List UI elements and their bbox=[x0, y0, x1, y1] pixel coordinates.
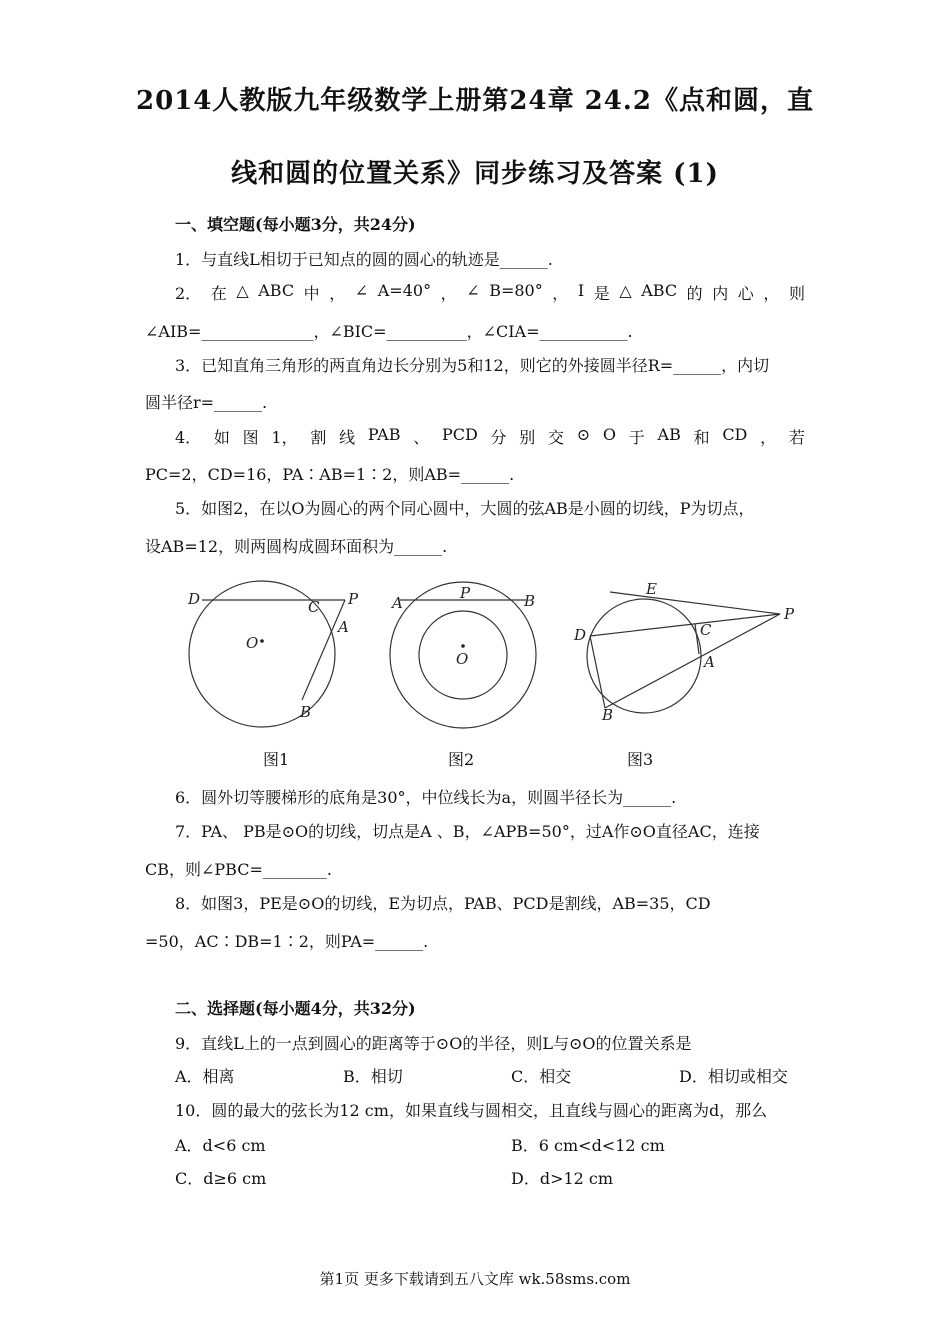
question-8-line-1: 8．如图3，PE是⊙O的切线，E为切点，PAB、PCD是割线，AB=35，CD bbox=[175, 894, 711, 913]
token: I bbox=[577, 281, 585, 300]
fig1-point-label: B bbox=[300, 703, 312, 721]
page-title-line-2: 线和圆的位置关系》同步练习及答案 (1) bbox=[231, 159, 719, 189]
token: △ bbox=[236, 281, 249, 300]
token: ， bbox=[763, 284, 780, 303]
token: 别 bbox=[519, 428, 536, 447]
question-10-option-a: A．d<6 cm bbox=[175, 1136, 266, 1155]
figure-3-caption: 图3 bbox=[627, 750, 654, 769]
token: B=80° bbox=[489, 281, 543, 300]
token: O bbox=[602, 425, 617, 444]
question-7-line-2: CB，则∠PBC=________. bbox=[145, 860, 332, 879]
question-10-option-d: D．d>12 cm bbox=[511, 1169, 614, 1188]
figure-1-caption: 图1 bbox=[263, 750, 290, 769]
fig3-point-label: D bbox=[574, 626, 587, 644]
question-9: 9．直线L上的一点到圆心的距离等于⊙O的半径，则L与⊙O的位置关系是 bbox=[175, 1034, 692, 1053]
token: ∠ bbox=[466, 281, 480, 300]
fig3-point-label: C bbox=[700, 621, 712, 639]
token: 1， bbox=[271, 428, 298, 447]
token: PCD bbox=[441, 425, 478, 444]
token: 的 bbox=[686, 284, 703, 303]
token: 图 bbox=[242, 428, 259, 447]
question-2-line-2: ∠AIB=______________，∠BIC=__________，∠CIA=___________. bbox=[145, 322, 633, 341]
token: CD bbox=[722, 425, 748, 444]
token: ⊙ bbox=[576, 425, 591, 444]
token: 如 bbox=[213, 428, 230, 447]
token: ABC bbox=[258, 281, 295, 300]
fig2-point-label: B bbox=[524, 592, 536, 610]
question-9-option-b: B．相切 bbox=[343, 1067, 403, 1086]
token: 于 bbox=[628, 428, 645, 447]
token: ， bbox=[552, 284, 569, 303]
token: 内 bbox=[712, 284, 729, 303]
token: 、 bbox=[413, 428, 430, 447]
fig1-point-label: P bbox=[348, 590, 359, 608]
fig1-point-label: C bbox=[308, 598, 320, 616]
question-9-option-a: A．相离 bbox=[175, 1067, 235, 1086]
question-8-line-2: =50，AC∶DB=1∶2，则PA=______. bbox=[145, 932, 429, 951]
fig2-point-label: P bbox=[460, 584, 471, 602]
fig1-point-label: O bbox=[246, 634, 259, 652]
token: A=40° bbox=[377, 281, 432, 300]
token: 在 bbox=[210, 284, 227, 303]
token: AB bbox=[657, 425, 681, 444]
fig2-point-label: A bbox=[392, 594, 403, 612]
figure-2-caption: 图2 bbox=[448, 750, 475, 769]
token: 中 bbox=[303, 284, 320, 303]
fig2-point-label: O bbox=[456, 650, 469, 668]
figures bbox=[180, 572, 800, 742]
question-10-option-c: C．d≥6 cm bbox=[175, 1169, 267, 1188]
question-7-line-1: 7．PA、 PB是⊙O的切线，切点是A 、B，∠APB=50°，过A作⊙O直径AC，连接 bbox=[175, 822, 760, 841]
fig3-point-label: B bbox=[602, 706, 614, 724]
token: ， bbox=[440, 284, 457, 303]
token: ABC bbox=[641, 281, 678, 300]
question-1: 1．与直线L相切于已知点的圆的圆心的轨迹是______. bbox=[175, 250, 553, 269]
token: PAB bbox=[367, 425, 401, 444]
token: ， bbox=[329, 284, 346, 303]
fig3-point-label: E bbox=[646, 580, 657, 598]
question-5-line-1: 5．如图2，在以O为圆心的两个同心圆中，大圆的弦AB是小圆的切线，P为切点， bbox=[175, 499, 755, 518]
fig1-point-label: D bbox=[188, 590, 201, 608]
section-2-heading: 二、选择题(每小题4分，共32分) bbox=[175, 999, 416, 1018]
question-9-option-c: C．相交 bbox=[511, 1067, 572, 1086]
page-footer: 第1页 更多下载请到五八文库 wk.58sms.com bbox=[319, 1270, 631, 1288]
question-2-line-1 bbox=[175, 281, 805, 304]
token: ， bbox=[760, 428, 777, 447]
question-10: 10．圆的最大的弦长为12 cm，如果直线与圆相交，且直线与圆心的距离为d，那么 bbox=[175, 1101, 768, 1120]
question-9-option-d: D．相切或相交 bbox=[679, 1067, 788, 1086]
token: 交 bbox=[548, 428, 565, 447]
question-3-line-2: 圆半径r=______. bbox=[145, 393, 268, 412]
token: ∠ bbox=[354, 281, 369, 300]
page-title-line-1: 2014人教版九年级数学上册第24章 24.2《点和圆，直 bbox=[136, 86, 814, 116]
token: 若 bbox=[788, 428, 805, 447]
question-3-line-1: 3．已知直角三角形的两直角边长分别为5和12，则它的外接圆半径R=______，内切 bbox=[175, 356, 770, 375]
token: 线 bbox=[339, 428, 356, 447]
fig3-point-label: P bbox=[784, 605, 795, 623]
token: 和 bbox=[693, 428, 710, 447]
token: △ bbox=[619, 281, 632, 300]
token: 割 bbox=[310, 428, 327, 447]
token: 4． bbox=[175, 428, 202, 447]
question-4-line-2: PC=2，CD=16，PA∶AB=1∶2，则AB=______. bbox=[145, 465, 515, 484]
section-1-heading: 一、填空题(每小题3分，共24分) bbox=[175, 215, 416, 234]
question-6: 6．圆外切等腰梯形的底角是30°，中位线长为a，则圆半径长为______. bbox=[175, 788, 677, 807]
question-4-line-1 bbox=[175, 425, 805, 448]
token: 分 bbox=[490, 428, 507, 447]
question-10-option-b: B．6 cm<d<12 cm bbox=[511, 1136, 665, 1155]
token: 则 bbox=[788, 284, 805, 303]
token: 心 bbox=[737, 284, 754, 303]
token: 2． bbox=[175, 284, 202, 303]
question-5-line-2: 设AB=12，则两圆构成圆环面积为______. bbox=[145, 537, 448, 556]
fig1-point-label: A bbox=[338, 618, 349, 636]
fig3-point-label: A bbox=[704, 653, 715, 671]
token: 是 bbox=[593, 284, 610, 303]
